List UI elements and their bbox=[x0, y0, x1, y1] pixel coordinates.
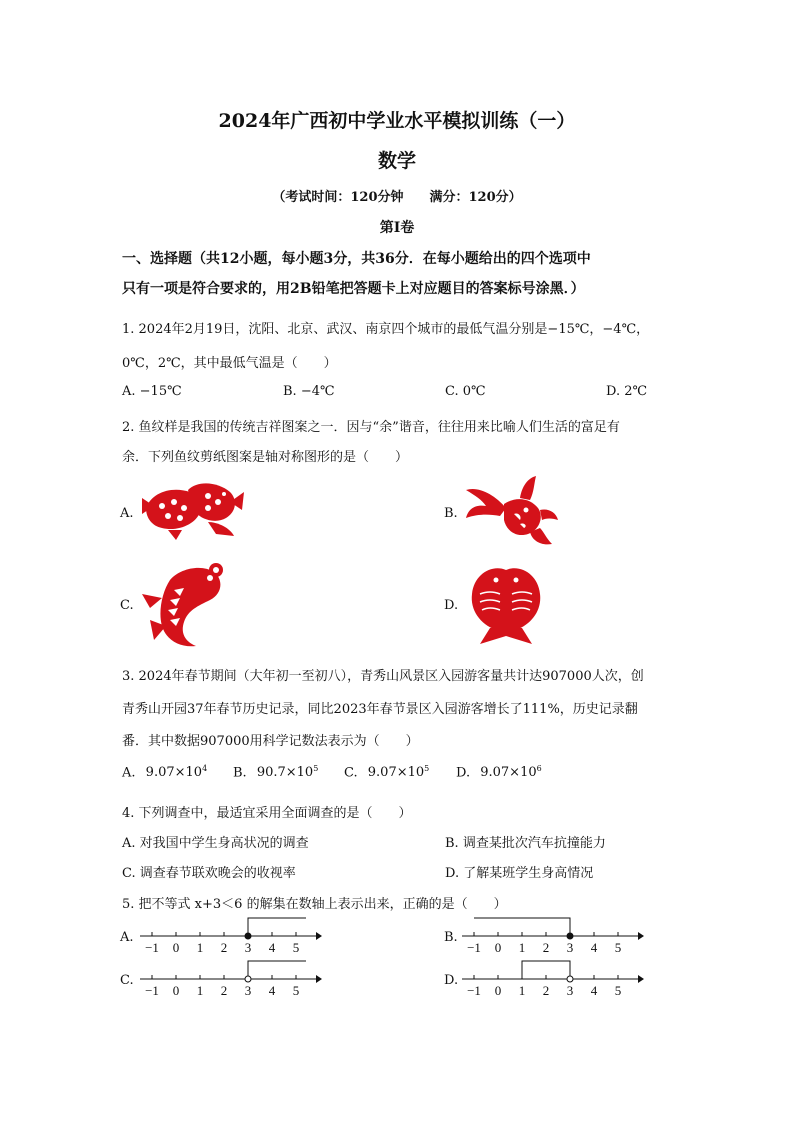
number-line-arrow bbox=[638, 975, 644, 983]
q4-option-d: D. 了解某班学生身高情况 bbox=[445, 866, 594, 881]
q5-option-b-label: B. bbox=[444, 930, 458, 945]
q3-option-c-mantissa: 9.07×10 bbox=[367, 765, 425, 781]
number-line-tick-label: 2 bbox=[542, 983, 550, 998]
number-line-b bbox=[460, 914, 646, 960]
number-line-tick-label: −1 bbox=[145, 940, 159, 955]
number-line-tick-label: 5 bbox=[614, 940, 622, 955]
q3-option-d-mantissa: 9.07×10 bbox=[480, 765, 537, 781]
q3-option-d-label: D. bbox=[456, 765, 471, 781]
q3-option-d-exponent: 6 bbox=[536, 764, 542, 773]
number-line-tick-label: 1 bbox=[196, 983, 204, 998]
q5-option-a-label: A. bbox=[120, 930, 134, 945]
q2-stem-line1: 2. 鱼纹样是我国的传统吉祥图案之一．因与“余”谐音，往往用来比喻人们生活的富足有 bbox=[122, 420, 620, 435]
fish-papercut-a-image bbox=[138, 478, 246, 542]
section-instructions-line1: 一、选择题（共12小题，每小题3分，共36分．在每小题给出的四个选项中 bbox=[122, 251, 591, 267]
q4-option-b: B. 调查某批次汽车抗撞能力 bbox=[445, 836, 606, 851]
section-instructions-line2: 只有一项是符合要求的，用2B铅笔把答题卡上对应题目的答案标号涂黑．） bbox=[122, 281, 585, 297]
fish-papercut-c-image bbox=[140, 560, 230, 648]
exam-info: （考试时间：120分钟 满分：120分） bbox=[272, 190, 522, 205]
number-line-a bbox=[138, 914, 324, 960]
q3-option-a-mantissa: 9.07×10 bbox=[145, 765, 203, 781]
number-line-tick-label: 2 bbox=[542, 940, 550, 955]
number-line-tick-label: 0 bbox=[172, 983, 180, 998]
q1-option-d: D. 2℃ bbox=[606, 384, 648, 399]
number-line-d bbox=[460, 957, 646, 1003]
q3-option-a-exponent: 4 bbox=[202, 764, 208, 773]
number-line-tick-label: 4 bbox=[268, 940, 276, 955]
q4-option-a: A. 对我国中学生身高状况的调查 bbox=[122, 836, 309, 851]
number-line-tick-label: 0 bbox=[172, 940, 180, 955]
q3-option-b-label: B. bbox=[233, 765, 247, 781]
q5-option-c-label: C. bbox=[120, 973, 134, 988]
q3-option-c-label: C. bbox=[344, 765, 358, 781]
volume-label: 第Ⅰ卷 bbox=[379, 220, 415, 236]
q3-option-b bbox=[233, 764, 318, 780]
number-line-tick-label: 1 bbox=[518, 983, 526, 998]
q1-option-c: C. 0℃ bbox=[445, 384, 486, 399]
q2-stem-line2: 余．下列鱼纹剪纸图案是轴对称图形的是（ ） bbox=[122, 450, 409, 465]
number-line-tick-label: −1 bbox=[467, 940, 481, 955]
q2-option-d-label: D. bbox=[444, 598, 459, 613]
fish-papercut-d-image bbox=[466, 560, 546, 646]
q1-option-a: A. −15℃ bbox=[122, 384, 182, 399]
fish-papercut-b-image bbox=[464, 474, 560, 548]
number-line-tick-label: 4 bbox=[590, 940, 598, 955]
number-line-arrow bbox=[316, 932, 322, 940]
number-line-tick-label: 4 bbox=[590, 983, 598, 998]
q1-stem-line2: 0℃，2℃，其中最低气温是（ ） bbox=[122, 356, 337, 371]
solution-ray bbox=[248, 961, 306, 979]
hollow-endpoint bbox=[567, 976, 573, 982]
q3-option-c-exponent: 5 bbox=[424, 764, 430, 773]
q3-option-c bbox=[344, 764, 429, 780]
subject-title: 数学 bbox=[377, 150, 416, 172]
number-line-tick-label: 1 bbox=[518, 940, 526, 955]
number-line-tick-label: −1 bbox=[467, 983, 481, 998]
number-line-tick-label: −1 bbox=[145, 983, 159, 998]
q5-option-d-label: D. bbox=[444, 973, 459, 988]
solid-endpoint bbox=[245, 933, 251, 939]
number-line-tick-label: 5 bbox=[292, 940, 300, 955]
q4-stem: 4. 下列调查中，最适宜采用全面调查的是（ ） bbox=[122, 806, 412, 821]
page-title: 2024年广西初中学业水平模拟训练（一） bbox=[218, 110, 576, 132]
solution-ray bbox=[248, 918, 306, 936]
number-line-tick-label: 0 bbox=[494, 940, 502, 955]
q3-option-a bbox=[122, 764, 207, 780]
number-line-tick-label: 4 bbox=[268, 983, 276, 998]
number-line-tick-label: 5 bbox=[614, 983, 622, 998]
q1-option-b: B. −4℃ bbox=[283, 384, 335, 399]
number-line-tick-label: 3 bbox=[244, 983, 252, 998]
number-line-tick-label: 3 bbox=[566, 940, 574, 955]
solid-endpoint bbox=[567, 933, 573, 939]
q3-option-b-mantissa: 90.7×10 bbox=[256, 765, 314, 781]
number-line-tick-label: 1 bbox=[196, 940, 204, 955]
q3-stem-line1: 3. 2024年春节期间（大年初一至初八），青秀山风景区入园游客量共计达907000人次，创 bbox=[122, 669, 644, 684]
number-line-tick-label: 5 bbox=[292, 983, 300, 998]
q1-stem-line1: 1. 2024年2月19日，沈阳、北京、武汉、南京四个城市的最低气温分别是−15℃，−4℃， bbox=[122, 322, 650, 337]
hollow-endpoint bbox=[245, 976, 251, 982]
q5-stem: 5. 把不等式 x+3＜6 的解集在数轴上表示出来，正确的是（ ） bbox=[122, 897, 507, 912]
number-line-tick-label: 0 bbox=[494, 983, 502, 998]
number-line-tick-label: 3 bbox=[566, 983, 574, 998]
q3-option-a-label: A. bbox=[122, 765, 136, 781]
q3-option-b-exponent: 5 bbox=[313, 764, 319, 773]
q2-option-b-label: B. bbox=[444, 506, 458, 521]
q3-stem-line2: 青秀山开园37年春节历史记录，同比2023年春节景区入园游客增长了111%，历史记录翻 bbox=[122, 702, 638, 717]
q3-stem-line3: 番．其中数据907000用科学记数法表示为（ ） bbox=[122, 734, 419, 749]
number-line-arrow bbox=[638, 932, 644, 940]
q2-option-c-label: C. bbox=[120, 598, 134, 613]
number-line-c bbox=[138, 957, 324, 1003]
q4-option-c: C. 调查春节联欢晚会的收视率 bbox=[122, 866, 296, 881]
number-line-tick-label: 2 bbox=[220, 940, 228, 955]
number-line-arrow bbox=[316, 975, 322, 983]
q2-option-a-label: A. bbox=[120, 506, 134, 521]
number-line-tick-label: 2 bbox=[220, 983, 228, 998]
q3-option-d bbox=[456, 764, 542, 780]
number-line-tick-label: 3 bbox=[244, 940, 252, 955]
